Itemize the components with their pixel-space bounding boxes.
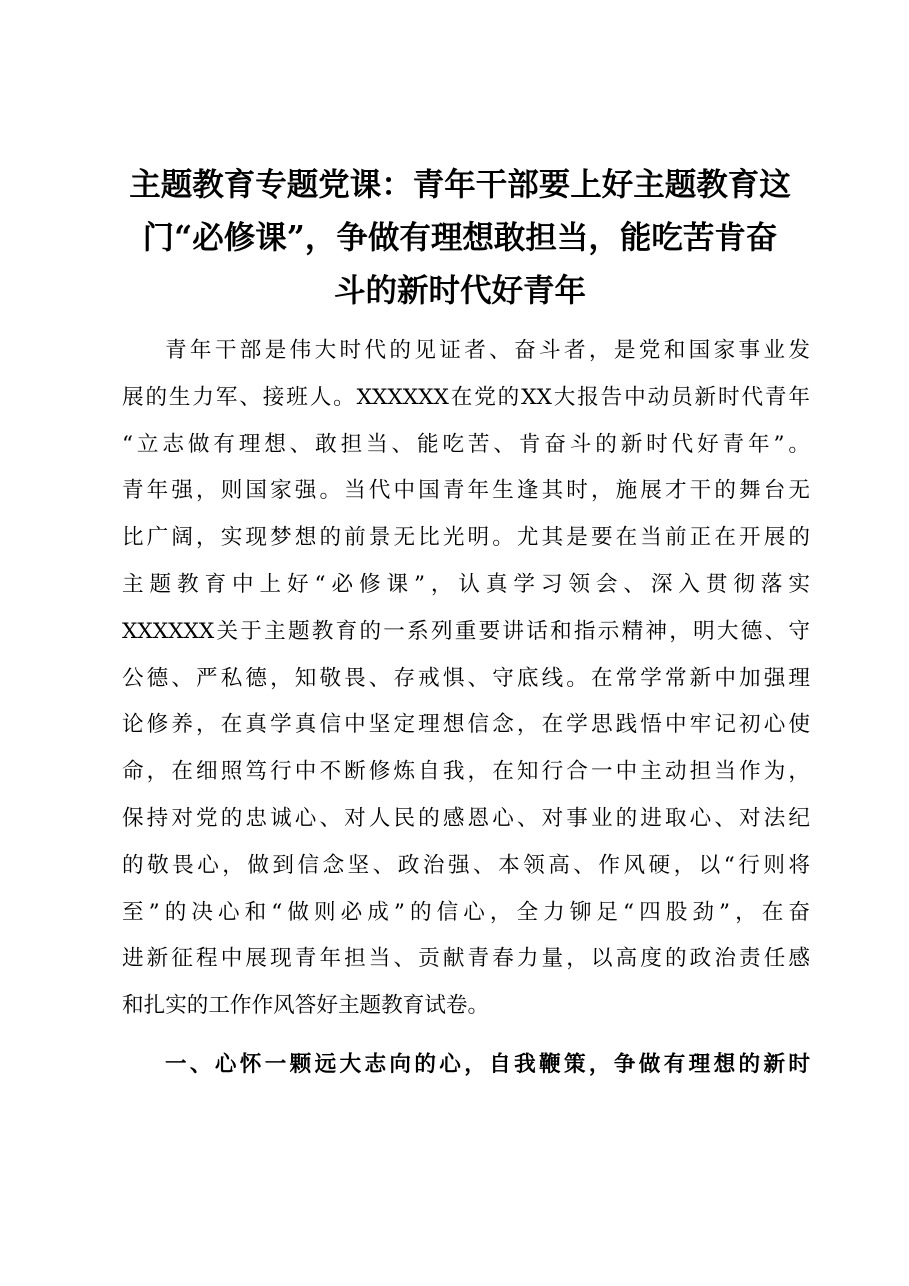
intro-paragraph bbox=[122, 328, 810, 1030]
paragraph-line: 主题教育中上好“必修课”，认真学习领会、深入贯彻落实 bbox=[122, 571, 810, 597]
paragraph-line: 论修养，在真学真信中坚定理想信念，在学思践悟中牢记初心使 bbox=[122, 712, 810, 738]
section-heading: 一、心怀一颗远大志向的心，自我鞭策，争做有理想的新时 bbox=[165, 1052, 810, 1077]
paragraph-line: XXXXXX关于主题教育的一系列重要讲话和指示精神，明大德、守 bbox=[122, 618, 810, 644]
paragraph-line: 的敬畏心，做到信念坚、政治强、本领高、作风硬，以“行则将 bbox=[122, 852, 810, 878]
paragraph-line: 公德、严私德，知敬畏、存戒惧、守底线。在常学常新中加强理 bbox=[122, 665, 810, 691]
paragraph-line: 命，在细照笃行中不断修炼自我，在知行合一中主动担当作为， bbox=[122, 759, 810, 785]
paragraph-line: 和扎实的工作作风答好主题教育试卷。 bbox=[122, 993, 490, 1019]
paragraph-line: 进新征程中展现青年担当、贡献青春力量，以高度的政治责任感 bbox=[122, 946, 810, 972]
paragraph-line: 青年强，则国家强。当代中国青年生逢其时，施展才干的舞台无 bbox=[122, 478, 810, 504]
title-line: 门“必修课”，争做有理想敢担当，能吃苦肯奋 bbox=[142, 219, 778, 256]
document-title bbox=[110, 158, 810, 317]
paragraph-line: 至”的决心和“做则必成”的信心，全力铆足“四股劲”，在奋 bbox=[122, 899, 810, 925]
paragraph-line: 保持对党的忠诚心、对人民的感恩心、对事业的进取心、对法纪 bbox=[122, 805, 810, 831]
paragraph-line: 比广阔，实现梦想的前景无比光明。尤其是要在当前正在开展的 bbox=[122, 525, 810, 551]
title-line: 斗的新时代好青年 bbox=[333, 272, 586, 309]
paragraph-line: “立志做有理想、敢担当、能吃苦、肯奋斗的新时代好青年”。 bbox=[122, 431, 810, 457]
paragraph-line: 青年干部是伟大时代的见证者、奋斗者，是党和国家事业发 bbox=[165, 338, 810, 363]
paragraph-line: 展的生力军、接班人。XXXXXX在党的XX大报告中动员新时代青年 bbox=[122, 384, 810, 410]
title-line: 主题教育专题党课：青年干部要上好主题教育这 bbox=[129, 166, 791, 203]
